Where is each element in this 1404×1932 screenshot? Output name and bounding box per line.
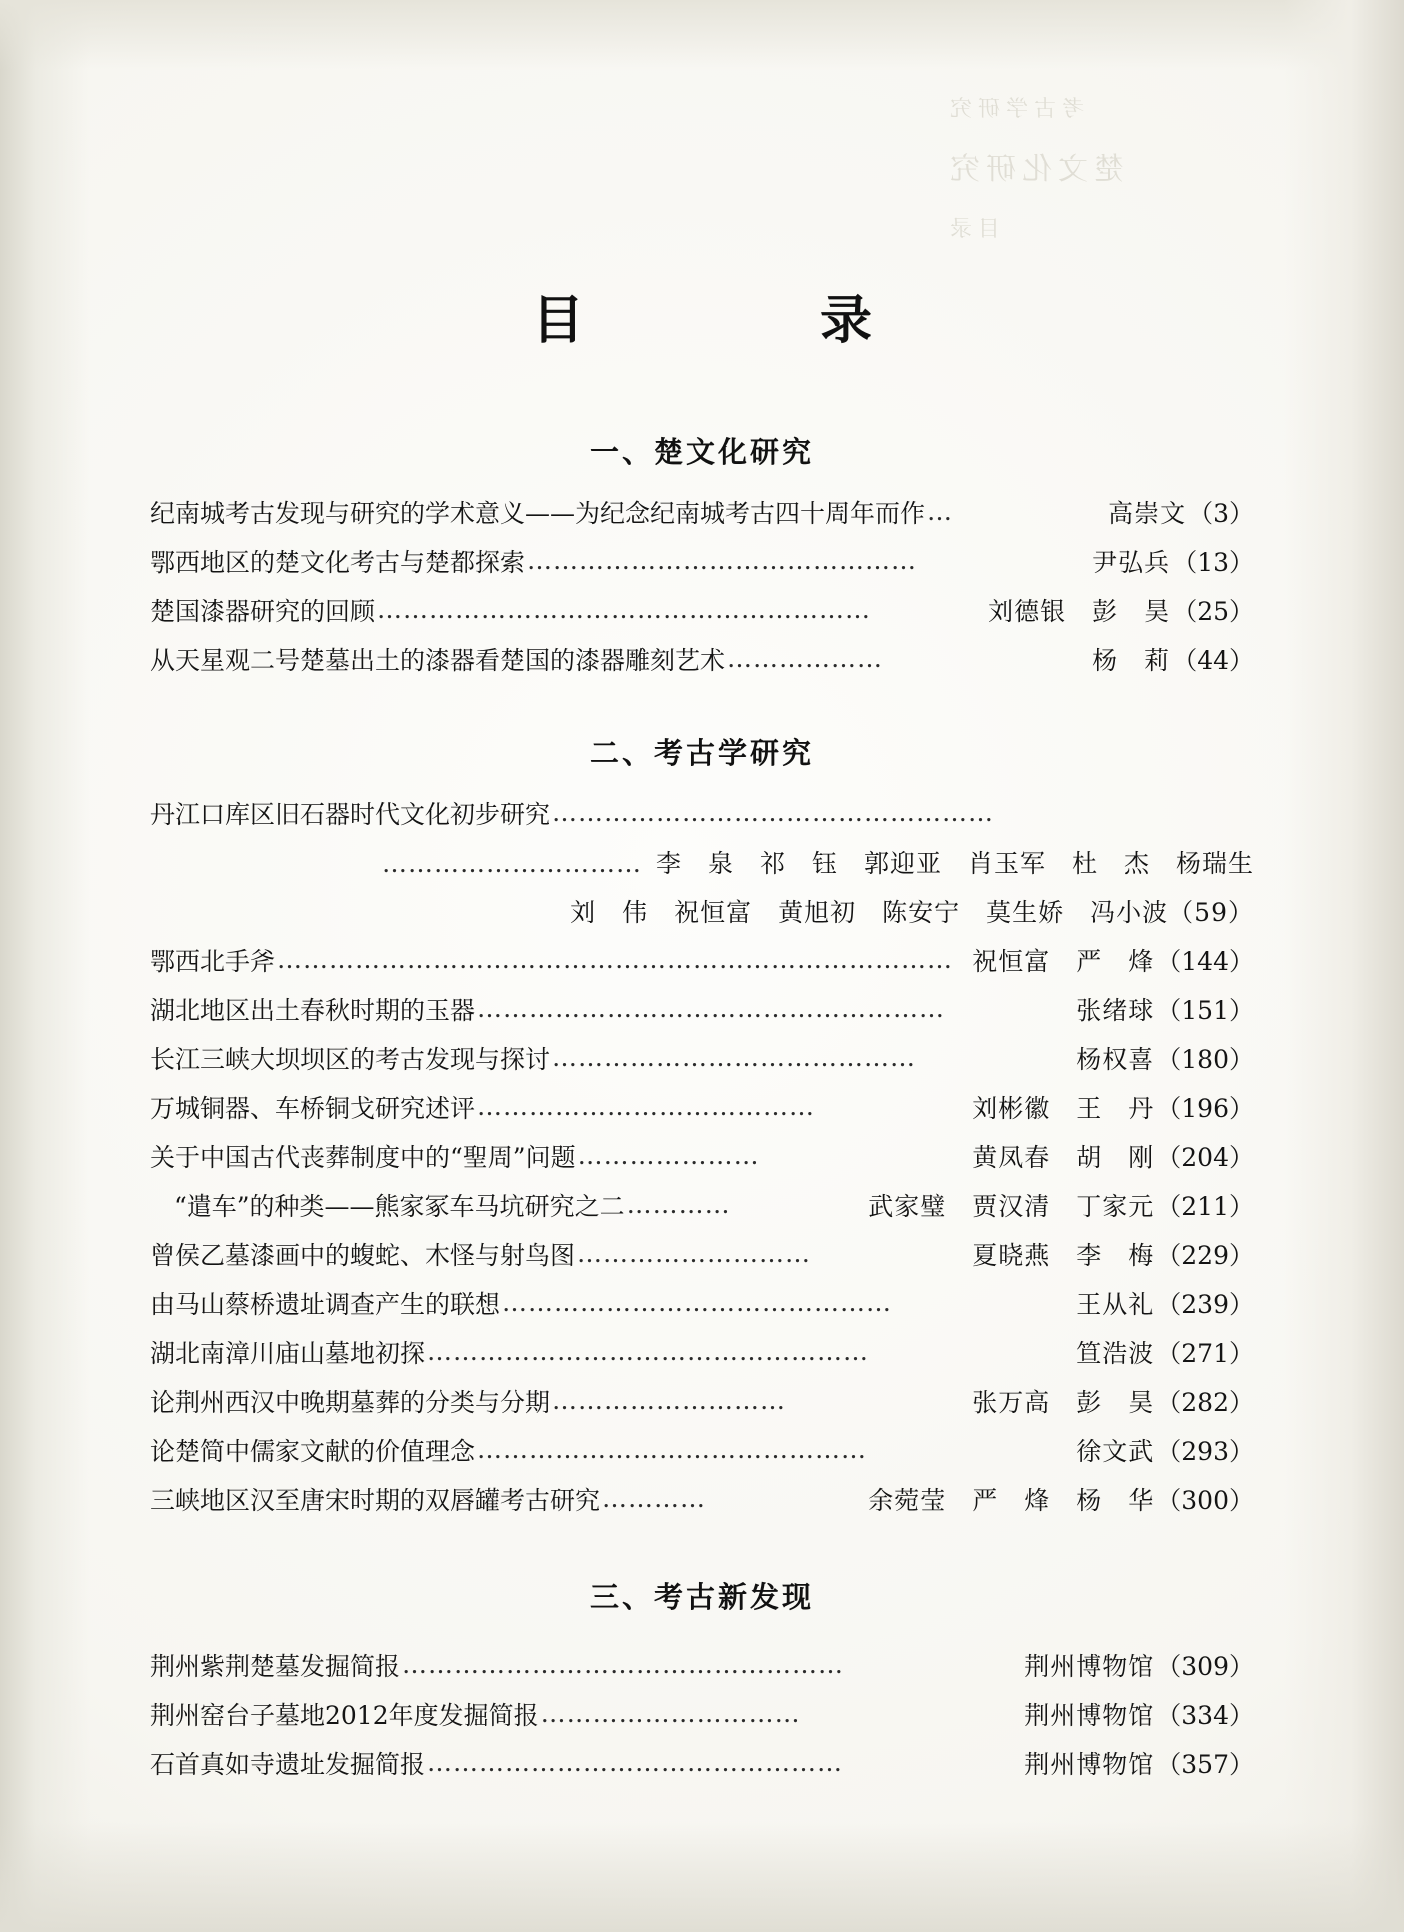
toc-entry-page: （204）	[1156, 1143, 1254, 1172]
toc-entry-title: 石首真如寺遗址发掘简报	[150, 1750, 426, 1779]
toc-entry-title: 三峡地区汉至唐宋时期的双唇罐考古研究	[150, 1486, 601, 1515]
toc-leader-dots: ………………	[727, 644, 884, 673]
toc-entry[interactable]	[150, 538, 1254, 587]
toc-entry-page: （13）	[1172, 548, 1254, 577]
toc-entry[interactable]	[150, 986, 1254, 1035]
toc-leader-dots: …………………	[577, 1141, 760, 1170]
toc-leader-dots: ………………………………………	[477, 1435, 868, 1464]
toc-entry-authors: 刘德银 彭 昊	[988, 597, 1171, 626]
section-heading-3: 三、考古新发现	[589, 1580, 814, 1614]
section-heading-2: 二、考古学研究	[589, 736, 814, 770]
toc-entry-page: （271）	[1156, 1339, 1254, 1368]
toc-entry-page: （180）	[1156, 1045, 1254, 1074]
toc-entry[interactable]	[150, 1035, 1254, 1084]
show-through-line-1: 考古学研究	[944, 97, 1085, 122]
toc-entry-authors: 刘 伟 祝恒富 黄旭初 陈安宁 莫生娇 冯小波（59）	[570, 898, 1254, 927]
toc-entry[interactable]	[150, 937, 1254, 986]
toc-leader-dots: …………	[602, 1484, 707, 1513]
toc-entry-title: 曾侯乙墓漆画中的蝮蛇、木怪与射鸟图	[150, 1241, 576, 1270]
toc-entry[interactable]	[150, 1642, 1254, 1691]
toc-entry[interactable]	[150, 1280, 1254, 1329]
toc-entry-page: （300）	[1156, 1486, 1254, 1515]
toc-entry-page: （196）	[1156, 1094, 1254, 1123]
toc-entry-page: （144）	[1156, 947, 1254, 976]
page-title: 目 录	[531, 290, 916, 351]
section-heading-1: 一、楚文化研究	[589, 435, 814, 469]
toc-leader-dots: ………………………………………	[502, 1288, 893, 1317]
toc-entry-authors: 张万高 彭 昊	[972, 1388, 1155, 1417]
toc-leader-dots: ……………………………………………………………………	[277, 945, 954, 974]
toc-entry-title: 论楚简中儒家文献的价值理念	[150, 1437, 476, 1466]
toc-entry-title: 由马山蔡桥遗址调查产生的联想	[150, 1290, 501, 1319]
toc-entry-page: （309）	[1156, 1652, 1254, 1681]
toc-entry-page: （151）	[1156, 996, 1254, 1025]
toc-entry[interactable]	[150, 1182, 1254, 1231]
toc-entry-authors: 杨权喜	[1076, 1045, 1155, 1074]
toc-entry-authors: 尹弘兵	[1092, 548, 1171, 577]
toc-entry-authors: 王从礼	[1076, 1290, 1155, 1319]
toc-leader-dots: …………………………………	[477, 1092, 816, 1121]
toc-entry-title: 鄂西地区的楚文化考古与楚都探索	[150, 548, 526, 577]
toc-entry-authors: 李 泉 祁 钰 郭迎亚 肖玉军 杜 杰 杨瑞生	[655, 849, 1254, 878]
toc-entry-page: （239）	[1156, 1290, 1254, 1319]
toc-entry[interactable]	[150, 1133, 1254, 1182]
toc-leader-dots: ………………………………………	[527, 546, 918, 575]
toc-entry-authors: 荆州博物馆	[1024, 1750, 1155, 1779]
toc-entry-title: 从天星观二号楚墓出土的漆器看楚国的漆器雕刻艺术	[150, 646, 726, 675]
toc-entry[interactable]	[150, 1378, 1254, 1427]
show-through-line-3: 目录	[944, 217, 1001, 242]
toc-entry-authors: 张绪球	[1076, 996, 1155, 1025]
toc-entry-title: 荆州紫荆楚墓发掘简报	[150, 1652, 401, 1681]
toc-entry-authors: 荆州博物馆	[1024, 1701, 1155, 1730]
toc-leader-dots: …………	[626, 1190, 731, 1219]
toc-entry-title: 长江三峡大坝坝区的考古发现与探讨	[150, 1045, 551, 1074]
toc-entry[interactable]	[150, 1084, 1254, 1133]
toc-entry-authors: 武家璧 贾汉清 丁家元	[868, 1192, 1155, 1221]
toc-entry-title: 论荆州西汉中晚期墓葬的分类与分期	[150, 1388, 551, 1417]
toc-entry-page: （357）	[1156, 1750, 1254, 1779]
toc-entry-page: （3）	[1188, 499, 1254, 528]
toc-entry-page: （44）	[1172, 646, 1254, 675]
toc-entry-page: （25）	[1172, 597, 1254, 626]
toc-leader-dots: ……………………………………	[552, 1043, 917, 1072]
toc-entry-continuation	[150, 839, 1254, 888]
toc-body	[150, 430, 1254, 1789]
toc-entry-authors: 徐文武	[1076, 1437, 1155, 1466]
toc-entry-authors: 祝恒富 严 烽	[972, 947, 1155, 976]
toc-entry[interactable]	[150, 636, 1254, 685]
toc-leader-dots: ……………………………………………	[552, 798, 995, 827]
toc-entry[interactable]	[150, 1231, 1254, 1280]
toc-leader-dots: …………………………	[381, 849, 642, 878]
toc-leader-dots: ……………………………………………	[402, 1650, 845, 1679]
toc-entry-authors: 高崇文	[1108, 499, 1187, 528]
toc-entry[interactable]	[150, 1476, 1254, 1525]
toc-entry[interactable]	[150, 1740, 1254, 1789]
toc-entry-title: 楚国漆器研究的回顾	[150, 597, 376, 626]
toc-entry-title: 荆州窑台子墓地2012年度发掘简报	[150, 1701, 539, 1730]
toc-entry[interactable]	[150, 1329, 1254, 1378]
toc-entry-authors: 夏晓燕 李 梅	[972, 1241, 1155, 1270]
toc-entry-title: 鄂西北手斧	[150, 947, 276, 976]
toc-entry-title: 关于中国古代丧葬制度中的“聖周”问题	[150, 1143, 576, 1172]
toc-entry-title: 丹江口库区旧石器时代文化初步研究	[150, 800, 551, 829]
toc-leader-dots: …………………………	[540, 1699, 801, 1728]
toc-entry-page: （293）	[1156, 1437, 1254, 1466]
toc-entry-continuation	[150, 888, 1254, 937]
toc-leader-dots: …………………………………………………	[377, 595, 872, 624]
toc-entry-title: “遣车”的种类——熊家冢车马坑研究之二	[174, 1192, 625, 1221]
toc-entry-authors: 余菀莹 严 烽 杨 华	[868, 1486, 1155, 1515]
toc-entry-authors: 荆州博物馆	[1024, 1652, 1155, 1681]
toc-leader-dots: ………………………	[552, 1386, 787, 1415]
toc-leader-dots: ………………………	[577, 1239, 812, 1268]
toc-entry-authors: 笪浩波	[1076, 1339, 1155, 1368]
toc-entry[interactable]	[150, 790, 1254, 839]
toc-entry-page: （282）	[1156, 1388, 1254, 1417]
toc-leader-dots: …	[927, 497, 954, 526]
toc-entry-authors: 刘彬徽 王 丹	[972, 1094, 1155, 1123]
toc-leader-dots: …………………………………………	[427, 1748, 844, 1777]
toc-leader-dots: ……………………………………………	[427, 1337, 870, 1366]
toc-entry[interactable]	[150, 587, 1254, 636]
toc-entry-title: 纪南城考古发现与研究的学术意义——为纪念纪南城考古四十周年而作	[150, 499, 926, 528]
toc-entry[interactable]	[150, 1427, 1254, 1476]
toc-entry[interactable]	[150, 489, 1254, 538]
toc-entry-title: 湖北南漳川庙山墓地初探	[150, 1339, 426, 1368]
toc-entry-page: （211）	[1156, 1192, 1254, 1221]
toc-entry-page: （334）	[1156, 1701, 1254, 1730]
toc-entry-title: 万城铜器、车桥铜戈研究述评	[150, 1094, 476, 1123]
toc-entry-authors: 黄凤春 胡 刚	[972, 1143, 1155, 1172]
toc-entry[interactable]	[150, 1691, 1254, 1740]
show-through-line-2: 楚文化研究	[944, 152, 1124, 187]
toc-leader-dots: ………………………………………………	[477, 994, 946, 1023]
toc-entry-page: （229）	[1156, 1241, 1254, 1270]
toc-entry-title: 湖北地区出土春秋时期的玉器	[150, 996, 476, 1025]
toc-entry-authors: 杨 莉	[1092, 646, 1171, 675]
